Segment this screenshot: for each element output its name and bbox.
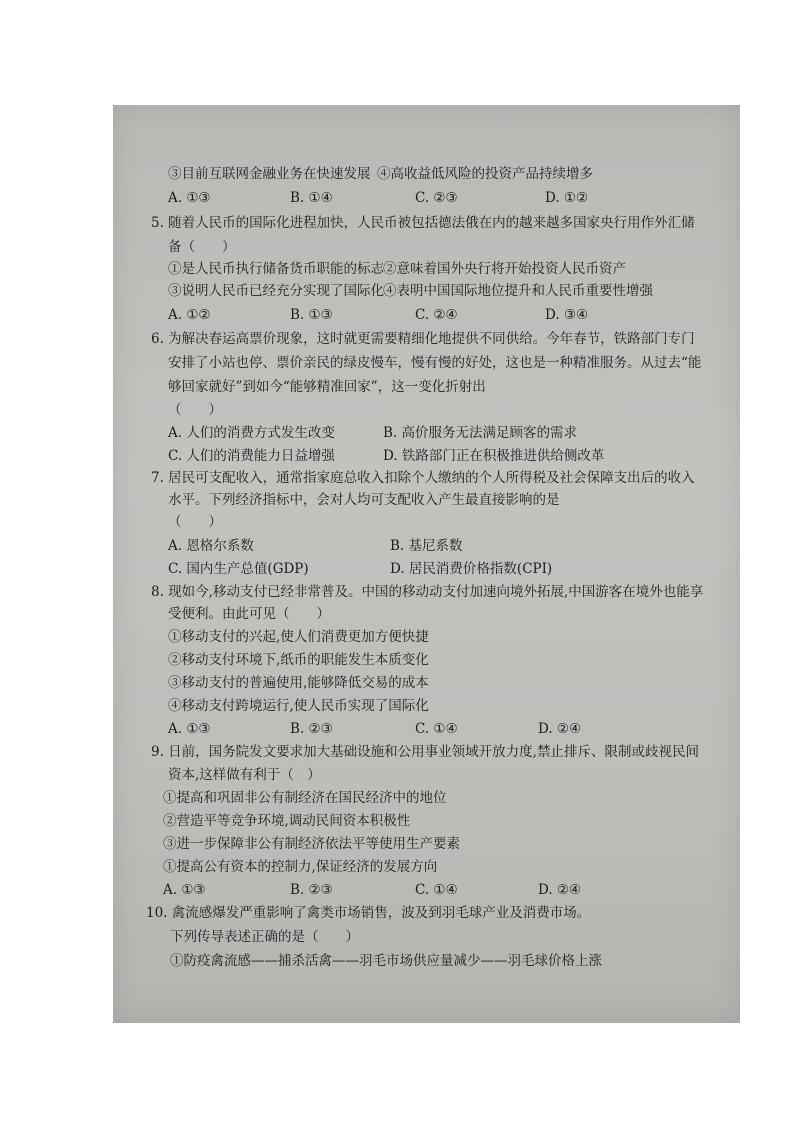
- option: A. ①③: [168, 721, 211, 737]
- text-line: [113, 511, 740, 533]
- statement: ④高收益低风险的投资产品持续增多: [377, 166, 593, 182]
- option: B. 高价服务无法满足顾客的需求: [383, 425, 578, 441]
- question-10: 10. 禽流感爆发严重影响了禽类市场销售，波及到羽毛球产业及消费市场。: [146, 905, 591, 921]
- question-5: 5. 随着人民币的国际化进程加快，人民币被包括德法俄在内的越来越多国家央行用作外汇储: [151, 215, 695, 231]
- text-line: [113, 950, 740, 972]
- text-line: [113, 376, 740, 398]
- text-line: [113, 856, 740, 878]
- question-text: [113, 741, 740, 763]
- text-line: [113, 603, 740, 625]
- question-text: [113, 467, 740, 489]
- option: A. 恩格尔系数: [168, 538, 254, 554]
- option: B. ②③: [290, 721, 333, 737]
- text-line: [113, 626, 740, 648]
- statement: ①移动支付的兴起,使人们消费更加方便快捷: [168, 629, 429, 645]
- statement: ②意味着国外央行将开始投资人民币资产: [383, 261, 626, 277]
- answer-options: [113, 445, 740, 467]
- text-line: [113, 787, 740, 809]
- option: C. ①④: [415, 882, 458, 898]
- text-line: [113, 258, 740, 280]
- option: B. ①④: [290, 190, 333, 206]
- question-text: [113, 328, 740, 350]
- option: A. 人们的消费方式发生改变: [168, 425, 335, 441]
- statement: ①防疫禽流感——捕杀活禽——羽毛市场供应量减少——羽毛球价格上涨: [170, 953, 602, 969]
- answer-options: [113, 187, 740, 209]
- statement: （ ）: [168, 514, 222, 530]
- option: A. ①②: [168, 307, 211, 323]
- option: B. ①③: [290, 307, 333, 323]
- statement: ③说明人民币已经充分实现了国际化: [168, 283, 384, 299]
- statement: ④表明中国国际地位提升和人民币重要性增强: [383, 283, 653, 299]
- option: B. ②③: [290, 882, 333, 898]
- question-9: 9. 日前，国务院发文要求加大基础设施和公用事业领域开放力度,禁止排斥、限制或歧视民间: [151, 744, 699, 760]
- text-line: [113, 399, 740, 421]
- text-line: [113, 810, 740, 832]
- statement: 水平。下列经济指标中，会对人均可支配收入产生最直接影响的是: [168, 492, 560, 508]
- text-line: [113, 280, 740, 302]
- question-6: 6. 为解决春运高票价现象，这时就更需要精细化地提供不同供给。今年春节，铁路部门专门: [151, 331, 695, 347]
- statement: ③目前互联网金融业务在快速发展: [168, 166, 371, 182]
- statement: ①提高公有资本的控制力,保证经济的发展方向: [163, 859, 438, 875]
- option: C. ①④: [415, 721, 458, 737]
- option: B. 基尼系数: [390, 538, 463, 554]
- option: D. 居民消费价格指数(CPI): [390, 561, 553, 577]
- question-7: 7. 居民可支配收入，通常指家庭总收入扣除个人缴纳的个人所得税及社会保障支出后的收入: [151, 470, 695, 486]
- option: C. ②④: [415, 307, 458, 323]
- text-line: [113, 352, 740, 374]
- statement: ②移动支付环境下,纸币的职能发生本质变化: [168, 652, 429, 668]
- statement: ①提高和巩固非公有制经济在国民经济中的地位: [163, 790, 447, 806]
- statement: （ ）: [168, 402, 222, 418]
- option: D. ③④: [545, 307, 589, 323]
- option: A. ①③: [163, 882, 206, 898]
- text-line: [113, 163, 740, 185]
- answer-options: [113, 535, 740, 557]
- answer-options: [113, 304, 740, 326]
- statement: 备（ ）: [168, 239, 236, 255]
- statement: ①是人民币执行储备货币职能的标志: [168, 261, 384, 277]
- text-line: [113, 926, 740, 948]
- text-line: [113, 695, 740, 717]
- text-line: [113, 672, 740, 694]
- question-text: [113, 212, 740, 234]
- text-line: [113, 236, 740, 258]
- text-line: [113, 649, 740, 671]
- statement: ②营造平等竞争环境,调动民间资本积极性: [163, 813, 411, 829]
- exam-page: [113, 105, 740, 1023]
- option: A. ①③: [168, 190, 211, 206]
- question-text: [113, 902, 740, 924]
- answer-options: [113, 422, 740, 444]
- statement: ③移动支付的普遍使用,能够降低交易的成本: [168, 675, 429, 691]
- option: D. ②④: [538, 721, 582, 737]
- statement: 够回家就好”到如今“能够精准回家”，这一变化折射出: [168, 379, 486, 395]
- answer-options: [113, 558, 740, 580]
- option: C. 人们的消费能力日益增强: [168, 448, 335, 464]
- statement: 受便利。由此可见（ ）: [168, 606, 330, 622]
- text-line: [113, 764, 740, 786]
- option: D. ①②: [545, 190, 589, 206]
- statement: 资本,这样做有利于（ ）: [168, 767, 321, 783]
- answer-options: [113, 879, 740, 901]
- option: D. 铁路部门正在积极推进供给侧改革: [383, 448, 605, 464]
- text-line: [113, 489, 740, 511]
- option: D. ②④: [538, 882, 582, 898]
- question-8: 8. 现如今,移动支付已经非常普及。中国的移动动支付加速向境外拓展,中国游客在境外也能享: [151, 584, 704, 600]
- option: C. ②③: [415, 190, 458, 206]
- answer-options: [113, 718, 740, 740]
- option: C. 国内生产总值(GDP): [168, 561, 309, 577]
- statement: 安排了小站也停、票价亲民的绿皮慢车，慢有慢的好处，这也是一种精准服务。从过去“能: [168, 355, 702, 371]
- text-line: [113, 833, 740, 855]
- question-text: [113, 581, 740, 603]
- statement: 下列传导表述正确的是（ ）: [170, 929, 359, 945]
- statement: ③进一步保障非公有制经济依法平等使用生产要素: [163, 836, 460, 852]
- statement: ④移动支付跨境运行,使人民币实现了国际化: [168, 698, 429, 714]
